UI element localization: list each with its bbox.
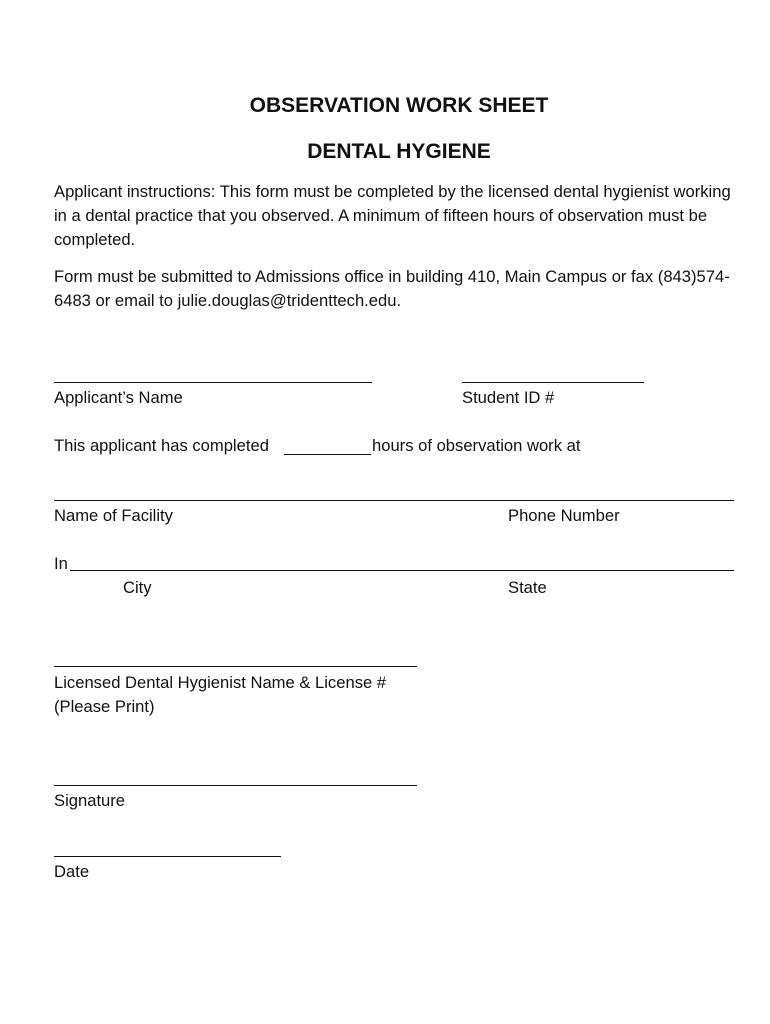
hygienist-line[interactable]: [54, 666, 417, 667]
student-id-label: Student ID #: [462, 388, 555, 407]
date-line[interactable]: [54, 856, 281, 857]
submission-paragraph: Form must be submitted to Admissions office in building 410, Main Campus or fax (843)574-6483 or email to julie.douglas@tridenttech.edu.: [54, 267, 730, 310]
in-label: In: [54, 554, 68, 573]
city-state-line[interactable]: [70, 570, 734, 571]
student-id-line[interactable]: [462, 382, 644, 383]
hours-prefix-text: This applicant has completed: [54, 436, 269, 455]
applicant-name-line[interactable]: [54, 382, 372, 383]
applicant-name-label: Applicant’s Name: [54, 388, 183, 407]
city-label: City: [123, 578, 152, 597]
signature-label: Signature: [54, 791, 126, 810]
date-label: Date: [54, 862, 90, 881]
state-label: State: [508, 578, 547, 597]
facility-phone-line[interactable]: [54, 500, 734, 501]
form-title: OBSERVATION WORK SHEET: [249, 94, 549, 117]
hours-suffix-text: hours of observation work at: [372, 436, 581, 455]
hours-line[interactable]: [284, 454, 371, 455]
form-subtitle: DENTAL HYGIENE: [307, 140, 491, 163]
facility-label: Name of Facility: [54, 506, 173, 525]
hygienist-label: Licensed Dental Hygienist Name & License #: [54, 673, 387, 692]
phone-label: Phone Number: [508, 506, 620, 525]
hygienist-note: (Please Print): [54, 697, 155, 716]
instructions-paragraph: Applicant instructions: This form must be completed by the licensed dental hygienist working in a dental practice that you observed. A minimum of fifteen hours of observation must be completed.: [54, 182, 731, 249]
signature-line[interactable]: [54, 785, 417, 786]
